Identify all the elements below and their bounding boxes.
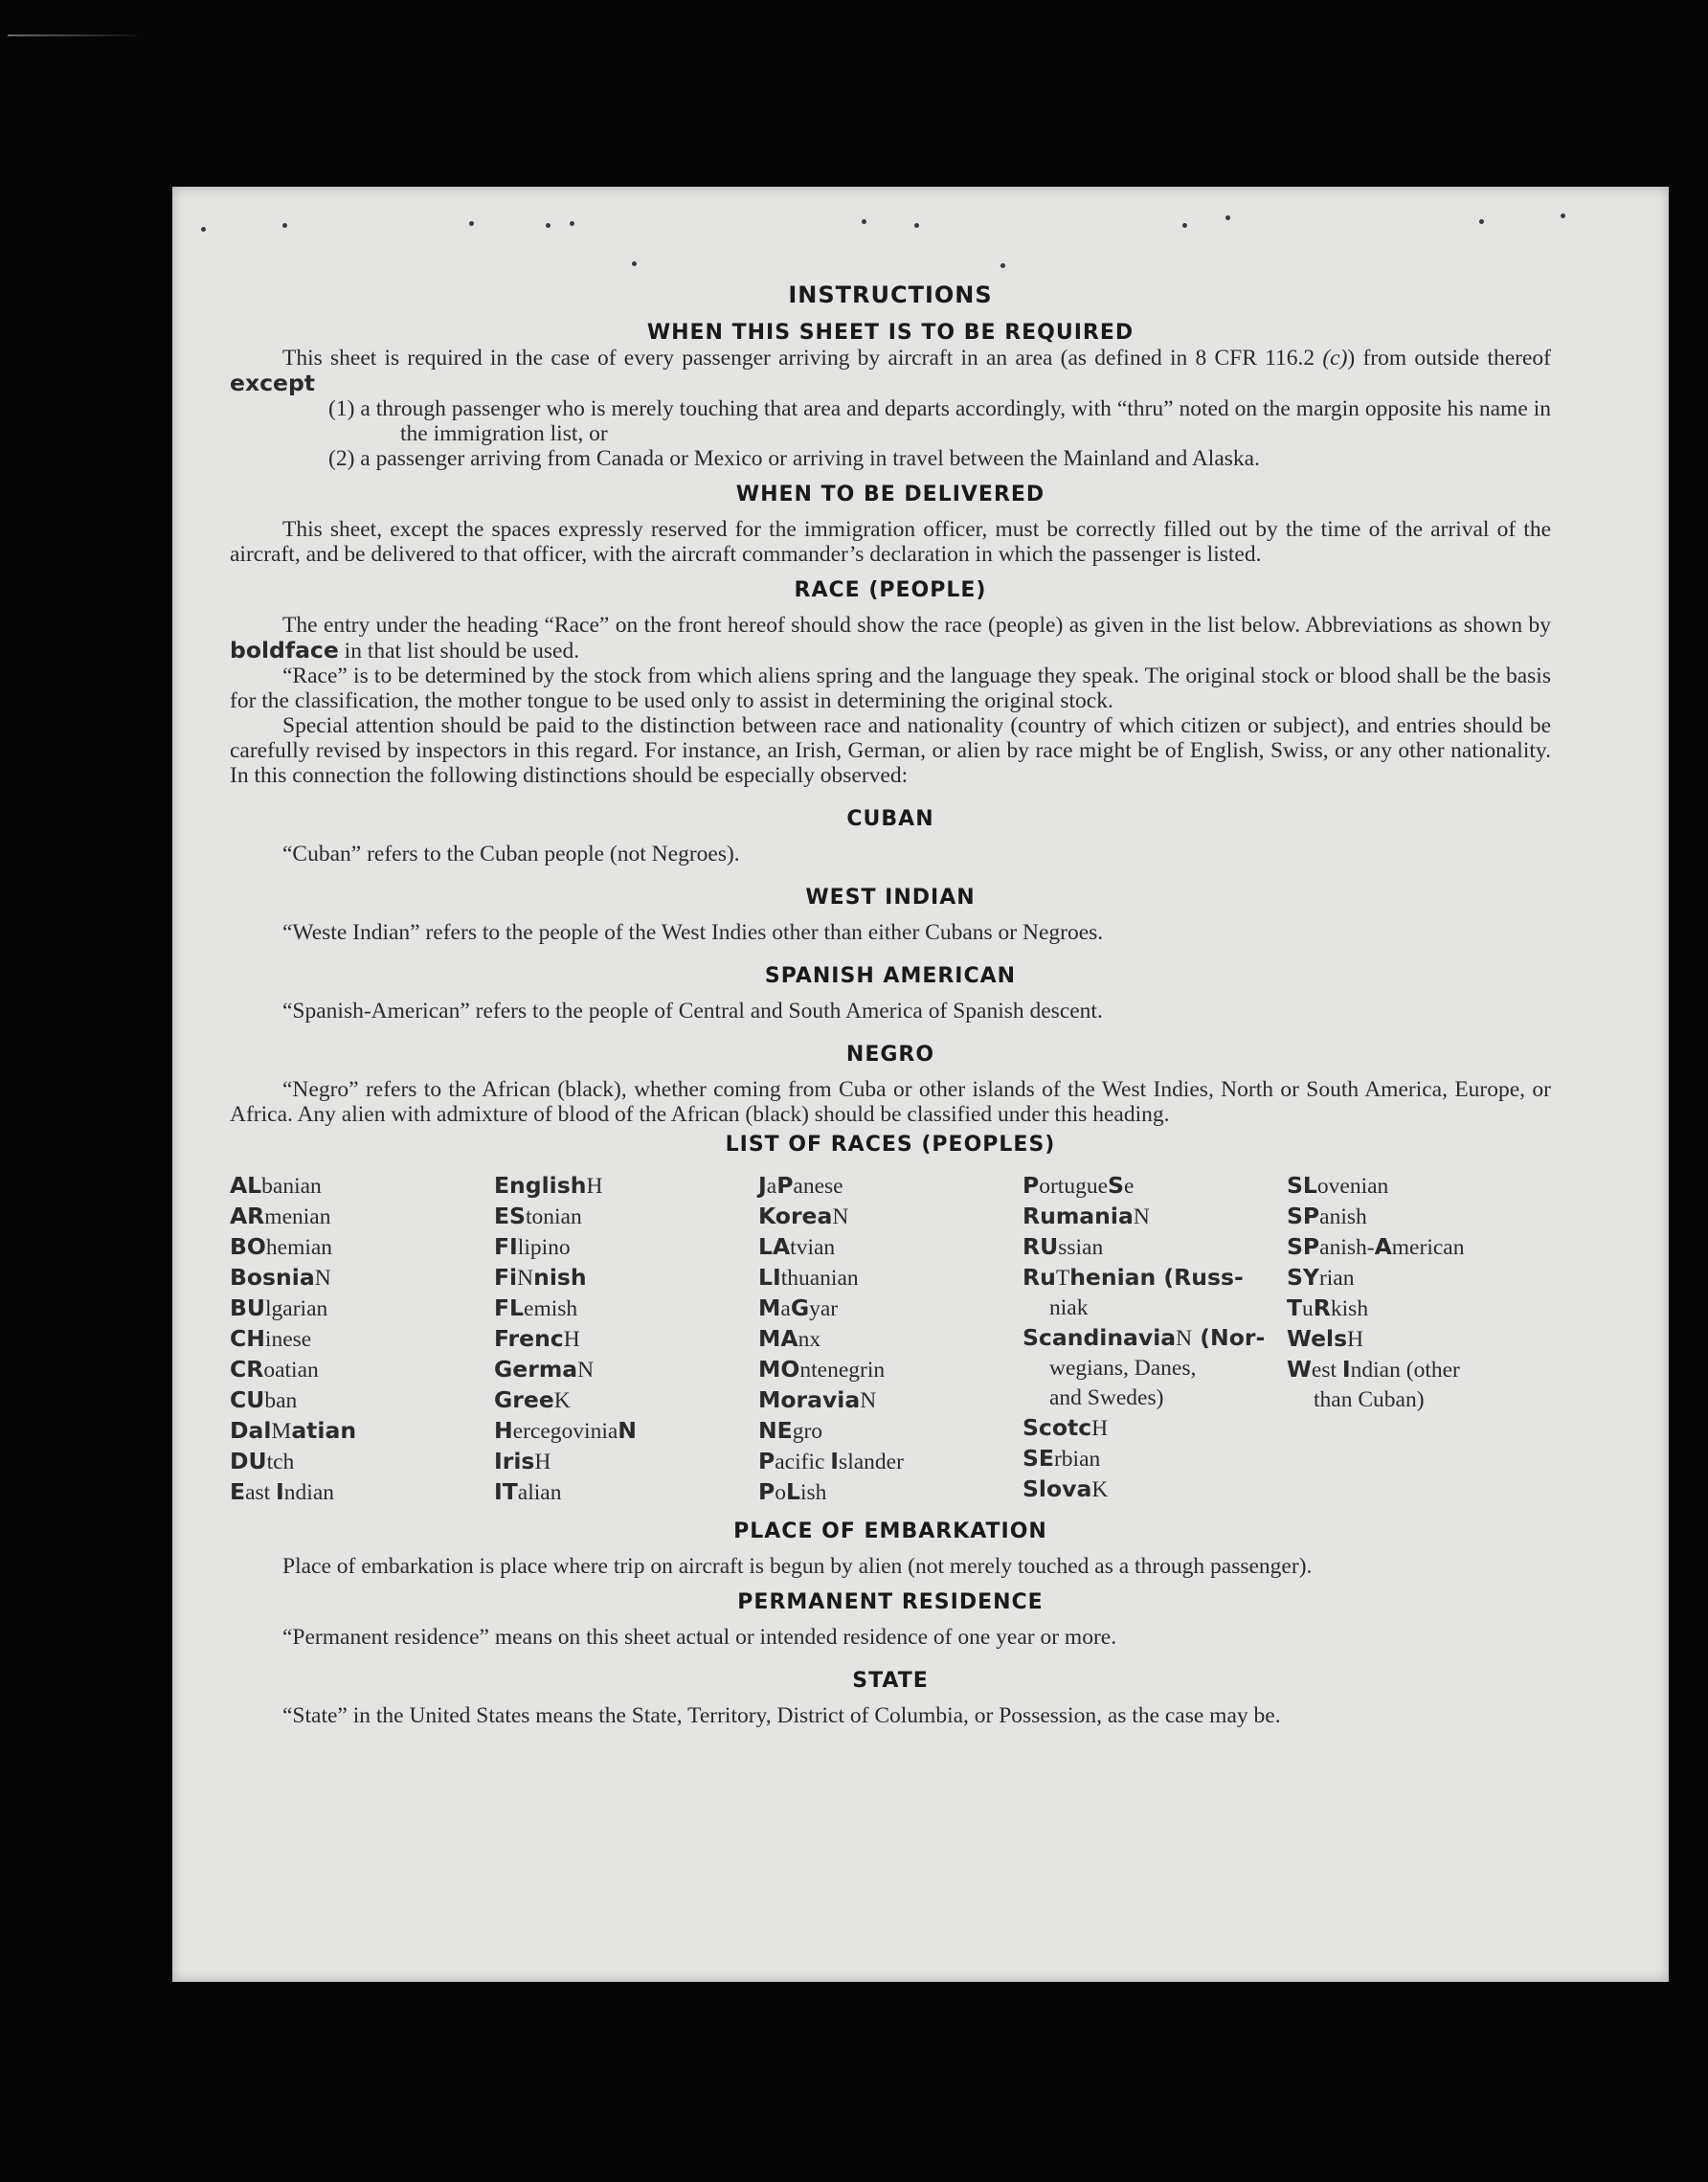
race-entry: ARmenian bbox=[230, 1203, 331, 1229]
spanish-american-text: “Spanish-American” refers to the people of Central and South America of Spanish descent. bbox=[282, 999, 1103, 1024]
race-entry: JaPanese bbox=[758, 1172, 843, 1199]
state-heading: STATE bbox=[852, 1669, 929, 1693]
race-entry: West Indian (other bbox=[1287, 1356, 1460, 1383]
race-paragraph-3: Special attention should be paid to the distinction between race and nationality (country of which citizen or subject), and entries should be carefully revised by inspectors in this regard. For instance, an Irish, German, or alien by race might be of English, Swiss, or any other nationality. In this connection the following distinctions should be especially observed: bbox=[230, 713, 1551, 788]
race-entry: ScandinaviaN (Nor- bbox=[1023, 1324, 1266, 1351]
residence-text: “Permanent residence” means on this sheet actual or intended residence of one year or more. bbox=[282, 1625, 1117, 1650]
race-entry: BUlgarian bbox=[230, 1294, 328, 1321]
race-entry: GreeK bbox=[494, 1386, 571, 1413]
race-heading: RACE (PEOPLE) bbox=[794, 578, 987, 602]
race-entry: RUssian bbox=[1023, 1233, 1104, 1260]
race-entry: and Swedes) bbox=[1049, 1385, 1164, 1410]
race-entry: WelsH bbox=[1287, 1325, 1364, 1352]
race-entry: ALbanian bbox=[230, 1172, 322, 1199]
race-paragraph-2: “Race” is to be determined by the stock from which aliens spring and the language they speak. The original stock or blood shall be the basis for the classification, the mother tongue to be used only to assist in determining the original stock. bbox=[230, 664, 1551, 713]
embarkation-text: Place of embarkation is place where trip on aircraft is begun by alien (not merely touched as a through passenger). bbox=[282, 1554, 1313, 1579]
race-entry: TuRkish bbox=[1287, 1294, 1369, 1321]
race-entry: niak bbox=[1049, 1295, 1089, 1320]
race-entry: GermaN bbox=[494, 1356, 595, 1383]
race-entry: DalMatian bbox=[230, 1417, 357, 1444]
race-entry: EnglishH bbox=[494, 1172, 603, 1199]
cuban-heading: CUBAN bbox=[846, 807, 934, 831]
race-entry: IrisH bbox=[494, 1448, 551, 1474]
race-entry: CHinese bbox=[230, 1325, 312, 1352]
state-text: “State” in the United States means the State, Territory, District of Columbia, or Possession, as the case may be. bbox=[282, 1703, 1281, 1728]
race-entry: BosniaN bbox=[230, 1264, 331, 1291]
race-entry: SErbian bbox=[1023, 1445, 1101, 1472]
race-entry: SPanish-American bbox=[1287, 1233, 1465, 1260]
races-column bbox=[758, 1171, 1023, 1508]
race-entry: RuThenian (Russ- bbox=[1023, 1264, 1244, 1291]
race-entry: KoreaN bbox=[758, 1203, 849, 1229]
race-entry: FrencH bbox=[494, 1325, 580, 1352]
race-entry: ITalian bbox=[494, 1478, 562, 1505]
races-column bbox=[1023, 1171, 1287, 1508]
race-entry: LIthuanian bbox=[758, 1264, 859, 1291]
race-entry: SPanish bbox=[1287, 1203, 1367, 1229]
races-list bbox=[230, 1171, 1551, 1508]
punch-marks bbox=[172, 187, 1669, 282]
races-column bbox=[230, 1171, 494, 1508]
race-entry: RumaniaN bbox=[1023, 1203, 1150, 1229]
race-entry: FLemish bbox=[494, 1294, 578, 1321]
race-entry: MOntenegrin bbox=[758, 1356, 886, 1383]
race-entry: MoraviaN bbox=[758, 1386, 877, 1413]
required-item-1: (1) a through passenger who is merely touching that area and departs accordingly, with “thru” noted on the margin opposite his name in the immigration list, or bbox=[328, 396, 1551, 446]
race-entry: DUtch bbox=[230, 1448, 295, 1474]
west-indian-heading: WEST INDIAN bbox=[805, 886, 976, 910]
race-entry: LAtvian bbox=[758, 1233, 836, 1260]
race-entry: MaGyar bbox=[758, 1294, 839, 1321]
race-entry: NEgro bbox=[758, 1417, 823, 1444]
instructions-heading: INSTRUCTIONS bbox=[788, 281, 993, 308]
race-paragraph-1: The entry under the heading “Race” on the front hereof should show the race (people) as given in the list below. Abbreviations as shown by boldface in that list should be used. bbox=[230, 613, 1551, 664]
race-entry: EStonian bbox=[494, 1203, 582, 1229]
race-entry: SlovaK bbox=[1023, 1475, 1109, 1502]
instructions-content bbox=[230, 282, 1551, 1728]
required-item-2: (2) a passenger arriving from Canada or Mexico or arriving in travel between the Mainland and Alaska. bbox=[328, 446, 1260, 471]
spanish-american-heading: SPANISH AMERICAN bbox=[764, 964, 1017, 988]
races-list-heading: LIST OF RACES (PEOPLES) bbox=[725, 1133, 1056, 1157]
race-entry: HercegoviniaN bbox=[494, 1417, 637, 1444]
race-entry: wegians, Danes, bbox=[1049, 1356, 1197, 1381]
residence-heading: PERMANENT RESIDENCE bbox=[737, 1590, 1044, 1614]
west-indian-text: “Weste Indian” refers to the people of the West Indies other than either Cubans or Negroes. bbox=[282, 920, 1104, 945]
film-scratch bbox=[8, 34, 142, 36]
negro-heading: NEGRO bbox=[845, 1043, 935, 1067]
race-entry: SYrian bbox=[1287, 1264, 1355, 1291]
negro-text: “Negro” refers to the African (black), whether coming from Cuba or other islands of the West Indies, North or South America, Europe, or Africa. Any alien with admixture of blood of the African (black) should be classified under this heading. bbox=[230, 1077, 1551, 1127]
embarkation-heading: PLACE OF EMBARKATION bbox=[733, 1519, 1047, 1543]
cuban-text: “Cuban” refers to the Cuban people (not Negroes). bbox=[282, 842, 740, 866]
race-entry: Pacific Islander bbox=[758, 1448, 904, 1474]
race-entry: PortugueSe bbox=[1023, 1172, 1135, 1199]
race-entry: SLovenian bbox=[1287, 1172, 1389, 1199]
required-intro: This sheet is required in the case of every passenger arriving by aircraft in an area (as defined in 8 CFR 116.2 (c)) from outside thereof except bbox=[230, 346, 1551, 396]
races-column bbox=[1287, 1171, 1551, 1508]
required-heading: WHEN THIS SHEET IS TO BE REQUIRED bbox=[646, 321, 1135, 345]
race-entry: East Indian bbox=[230, 1478, 335, 1505]
race-entry: CRoatian bbox=[230, 1356, 319, 1383]
race-entry: CUban bbox=[230, 1386, 298, 1413]
race-entry: PoLish bbox=[758, 1478, 827, 1505]
race-entry: FIlipino bbox=[494, 1233, 571, 1260]
race-entry: MAnx bbox=[758, 1325, 821, 1352]
races-column bbox=[494, 1171, 758, 1508]
delivered-heading: WHEN TO BE DELIVERED bbox=[735, 483, 1045, 506]
race-entry: than Cuban) bbox=[1314, 1387, 1425, 1412]
race-entry: ScotcH bbox=[1023, 1414, 1109, 1441]
race-entry: FiNnish bbox=[494, 1264, 587, 1291]
delivered-text: This sheet, except the spaces expressly reserved for the immigration officer, must be correctly filled out by the time of the arrival of the aircraft, and be delivered to that officer, with the aircraft commander’s declaration in which the passenger is listed. bbox=[230, 517, 1551, 567]
document-page bbox=[172, 187, 1669, 1982]
race-entry: BOhemian bbox=[230, 1233, 333, 1260]
